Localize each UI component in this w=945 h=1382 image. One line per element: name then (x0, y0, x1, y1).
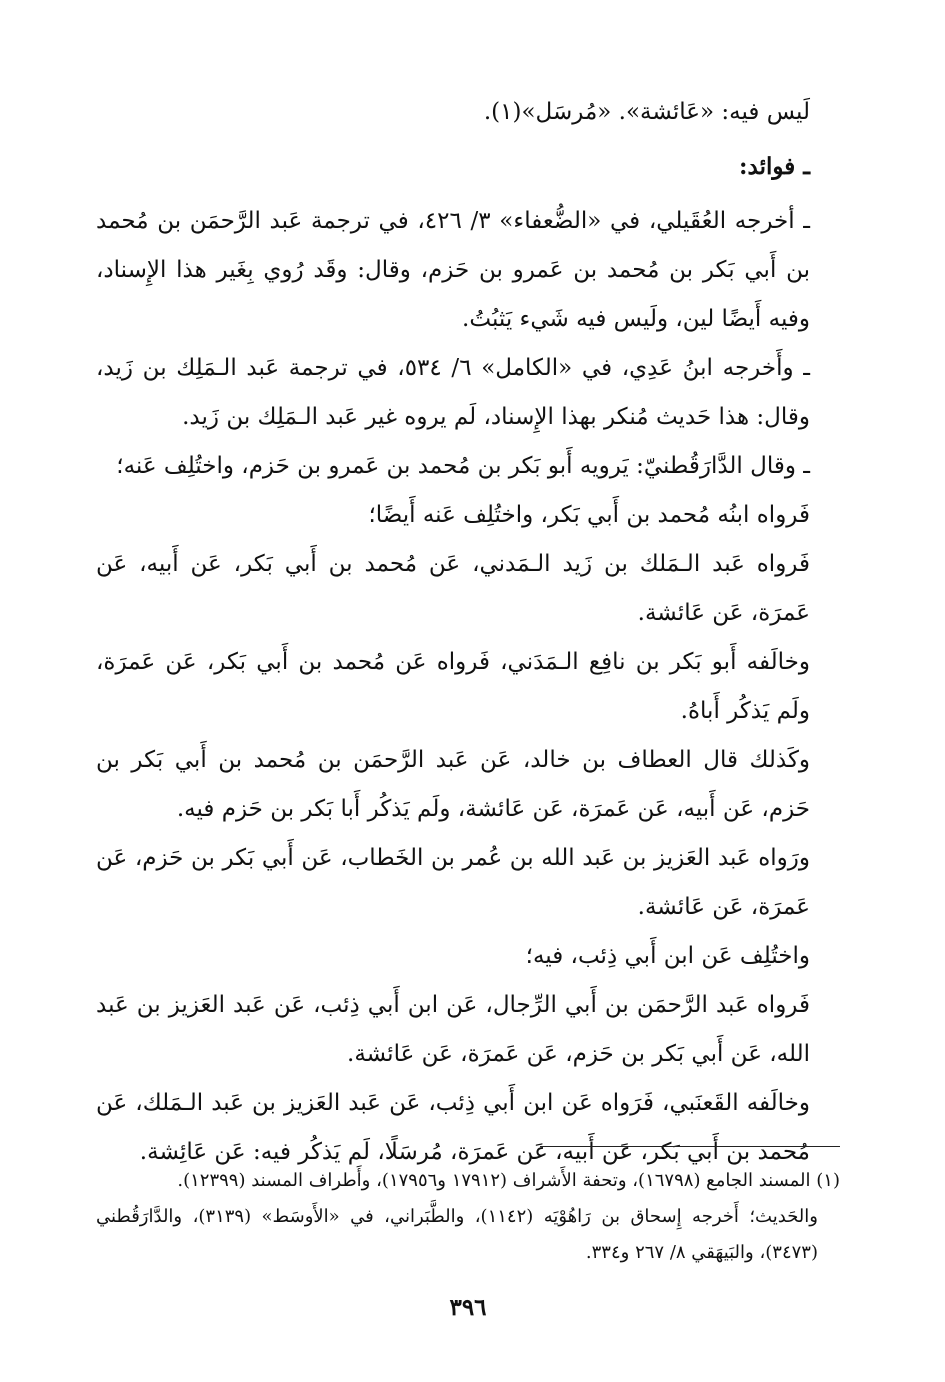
paragraph-9: ورَواه عَبد العَزيز بن عَبد الله بن عُمر بن الخَطاب، عَن أَبي بَكر بن حَزم، عَن عَمرَة، عَن عَائشة. (96, 845, 810, 920)
paragraph-7: وخالَفه أَبو بَكر بن نافِع الـمَدَني، فَرواه عَن مُحمد بن أَبي بَكر، عَن عَمرَة، ولَم يَذكُر أَباهُ. (96, 649, 810, 724)
paragraph-11: فَرواه عَبد الرَّحمَن بن أَبي الرِّجال، عَن ابن أَبي ذِئب، عَن عَبد العَزيز بن عَبد الله، عَن أَبي بَكر بن حَزم، عَن عَمرَة، عَن عَائشة. (96, 992, 810, 1067)
footnote-1-continuation: والحَديث؛ أَخرجه إِسحاق بن رَاهُوْيَه (١١٤٢)، والطَّبَراني، في «الأَوسَط» (٣١٣٩)، والدَّارَقُطني (٣٤٧٣)، والبَيهَقي ٨/ ٢٦٧ و٣٣٤. (96, 1206, 818, 1263)
paragraph-6: فَرواه عَبد الـمَلك بن زَيد الـمَدني، عَن مُحمد بن أَبي بَكر، عَن أَبيه، عَن عَمرَة، عَن عَائشة. (96, 551, 810, 626)
footnote-divider (540, 1146, 840, 1147)
paragraph-uqaili: ـ أخرجه العُقَيلي، في «الضُّعفاء» ٣/ ٤٢٦، في ترجمة عَبد الرَّحمَن بن مُحمد بن أَبي بَكر بن مُحمد بن عَمرو بن حَزم، وقال: وقَد رُوي بِغَير هذا الإِسناد، وفيه أَيضًا لين، ولَيس فيه شَيء يَثبُتُ. (96, 208, 811, 332)
paragraph-1: لَيس فيه: «عَائشة». «مُرسَل»(١). (483, 99, 810, 125)
paragraph-daraqutni: ـ وقال الدَّارَقُطنيّ: يَرويه أَبو بَكر بن مُحمد بن عَمرو بن حَزم، واختُلِف عَنه؛ (116, 453, 810, 479)
paragraph-10: واختُلِف عَن ابن أَبي ذِئب، فيه؛ (525, 943, 810, 969)
paragraph-8: وكَذلك قال العطاف بن خالد، عَن عَبد الرَّحمَن بن مُحمد بن أَبي بَكر بن حَزم، عَن أَبيه، عَن عَمرَة، عَن عَائشة، ولَم يَذكُر أَبا بَكر بن حَزم فيه. (96, 747, 810, 822)
paragraph-ibn-adi: ـ وأَخرجه ابنُ عَدِي، في «الكامل» ٦/ ٥٣٤، في ترجمة عَبد الـمَلِك بن زَيد، وقال: هذا حَديث مُنكر بهذا الإِسناد، لَم يروه غير عَبد الـمَلِك بن زَيد. (96, 355, 810, 430)
section-heading-fawaid: ـ فوائد: (739, 153, 810, 180)
footnotes (96, 1163, 840, 1271)
paragraph-12: وخالَفه القَعنَبي، فَرَواه عَن ابن أَبي ذِئب، عَن عَبد العَزيز بن عَبد الـمَلك، عَن مُحمد بن أَبي بَكر، عَن أَبيه، عَن عَمرَة، مُرسَلًا، لَم يَذكُر فيه: عَن عَائِشة. (96, 1090, 810, 1165)
page-number: ٣٩٦ (449, 1294, 487, 1321)
document-page (96, 88, 840, 1328)
footnote-1: (١) المسند الجامع (١٦٧٩٨)، وتحفة الأَشراف (١٧٩١٢ و١٧٩٥٦)، وأَطراف المسند (١٢٣٩٩). (177, 1170, 840, 1191)
paragraph-5: فَرواه ابنُه مُحمد بن أَبي بَكر، واختُلِف عَنه أَيضًا؛ (368, 502, 810, 528)
